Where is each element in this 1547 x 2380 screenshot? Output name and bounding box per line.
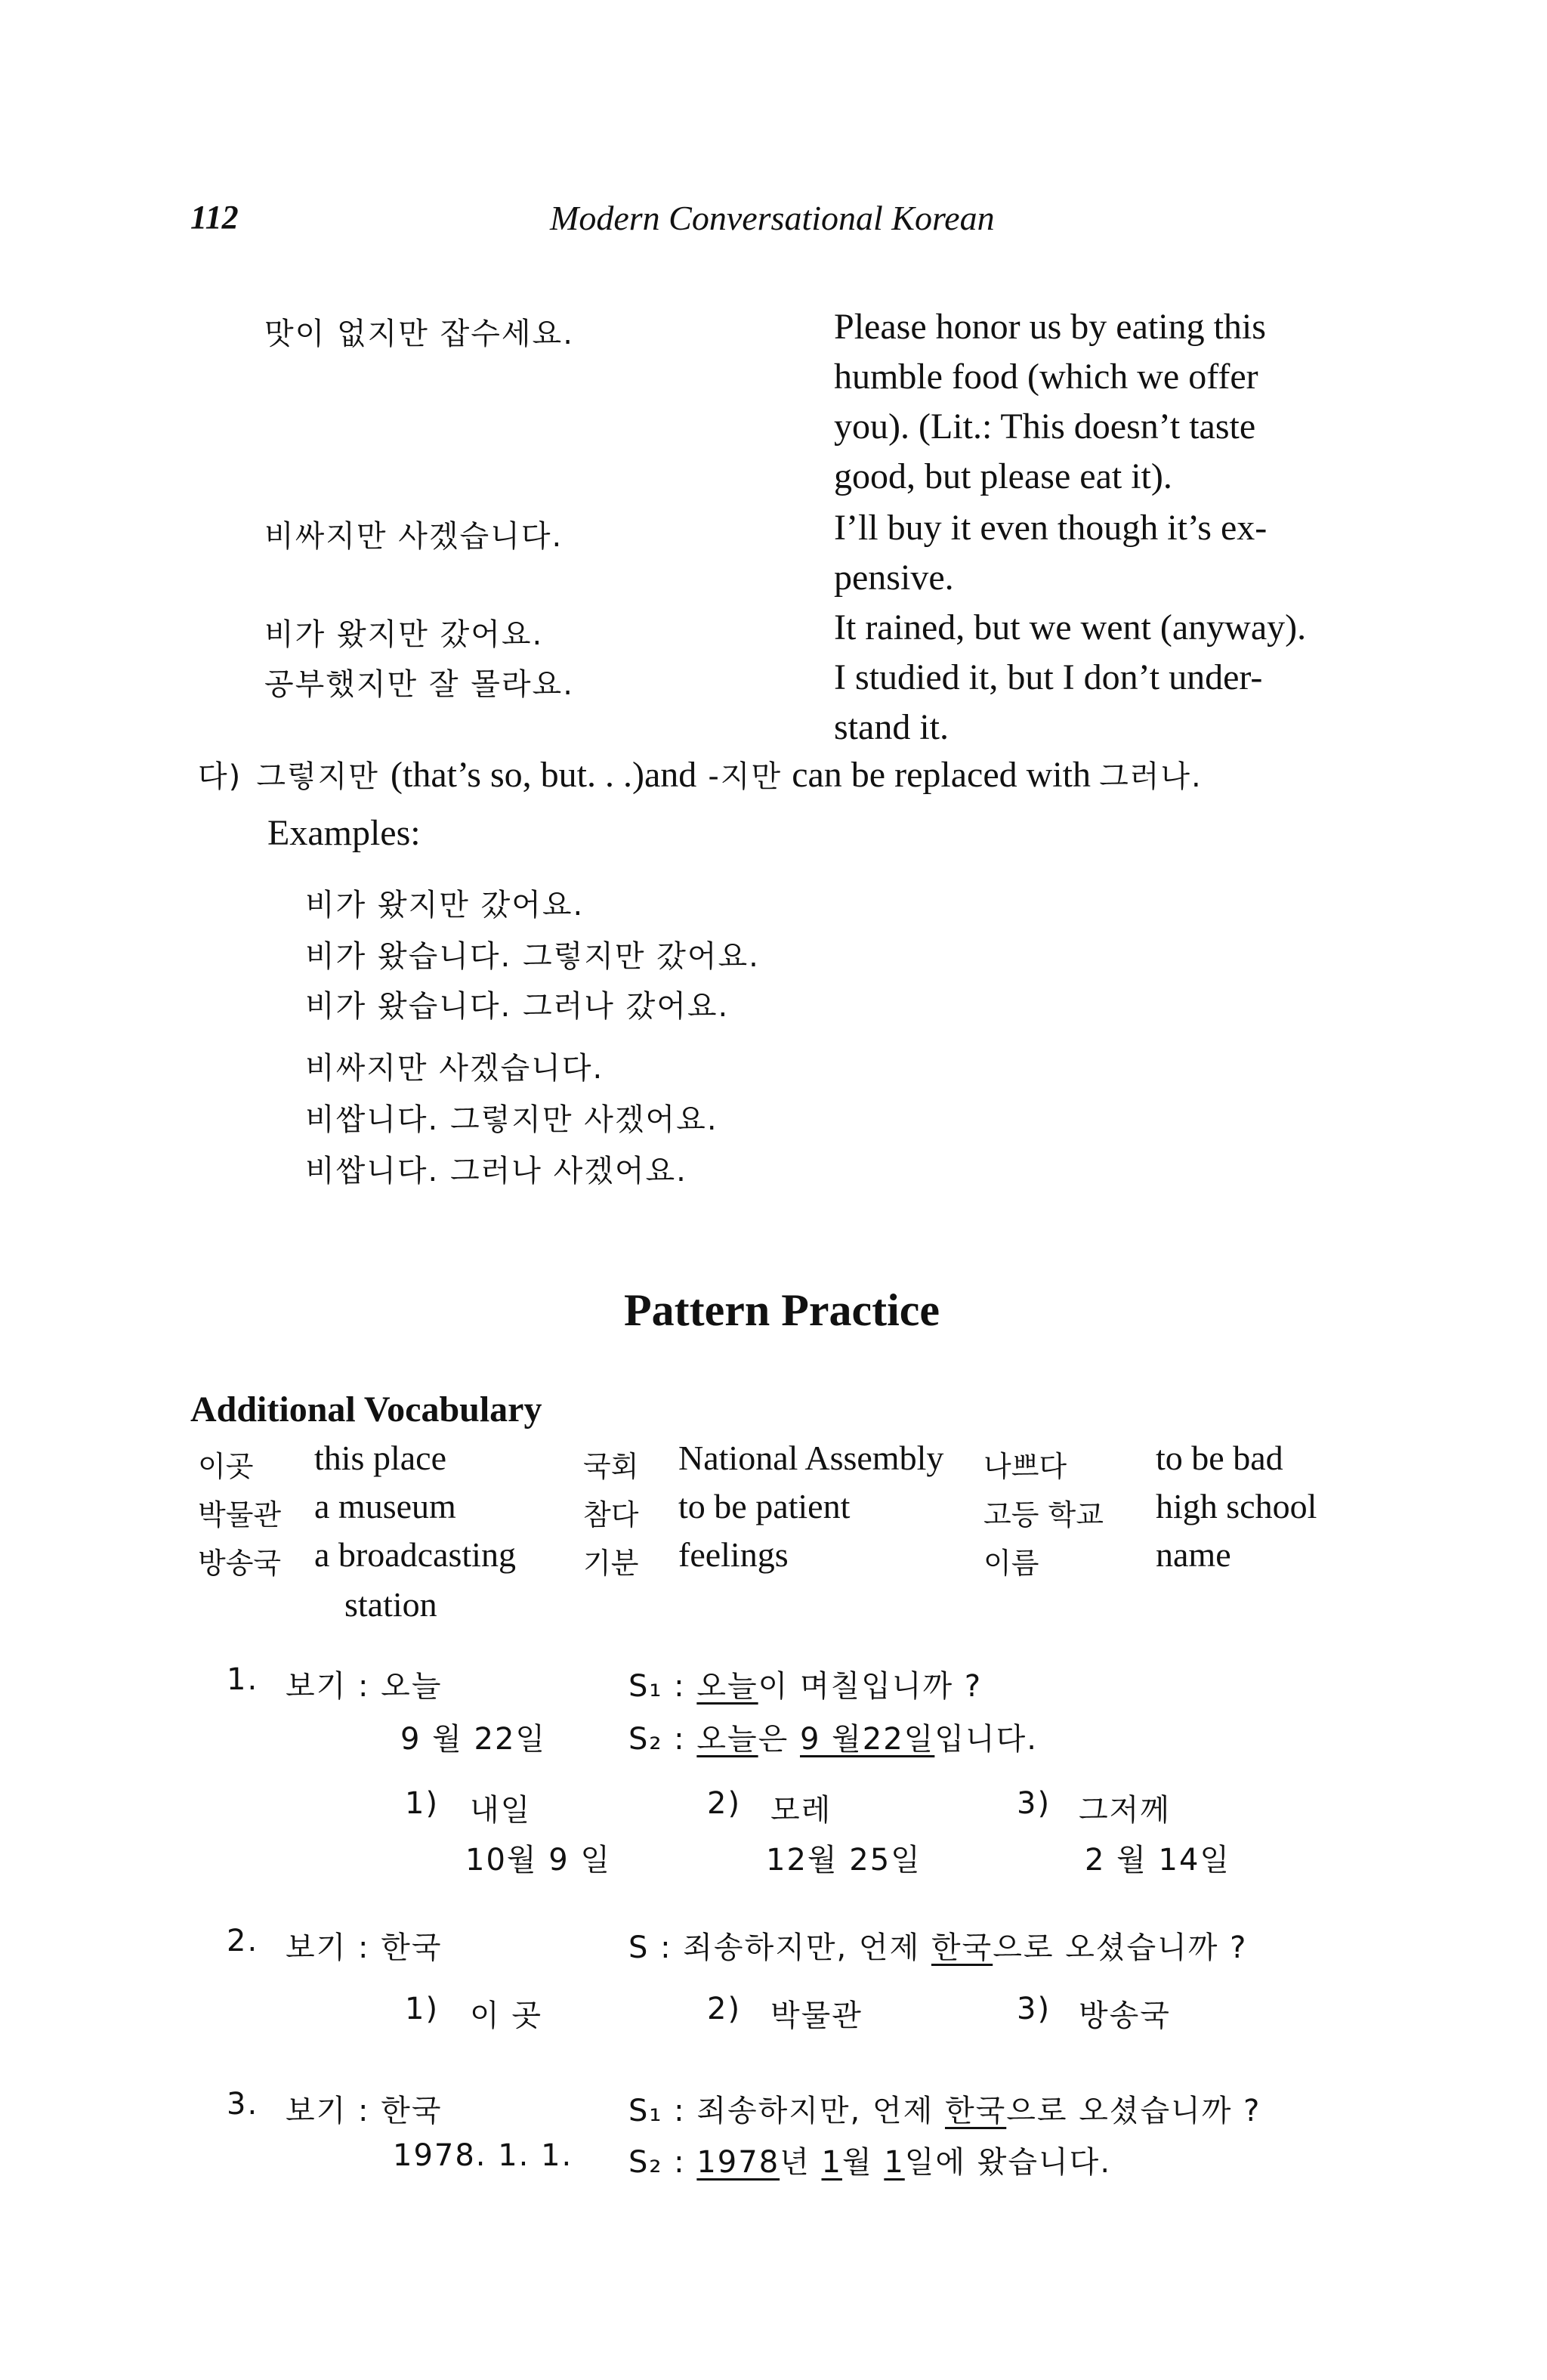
drill-s-underlined: 한국 xyxy=(931,1930,993,1965)
drill-item-date: 10월 9 일 xyxy=(465,1843,612,1878)
vocab-ko: 나쁘다 xyxy=(983,1450,1067,1483)
vocab-en: high school xyxy=(1156,1487,1317,1525)
vocab-en: feelings xyxy=(678,1535,789,1574)
drill-s1-prefix: S₁ : 죄송하지만, 언제 xyxy=(628,2094,945,2128)
example-line: 비싸지만 사겠습니다. xyxy=(305,1051,604,1086)
drill-item-date: 12월 25일 xyxy=(766,1843,922,1878)
sentence-en-line: pensive. xyxy=(834,558,954,598)
sentence-ko: 공부했지만 잘 몰라요. xyxy=(264,667,574,702)
vocab-en: a museum xyxy=(314,1487,456,1525)
drill-item-num: 3) xyxy=(1017,1786,1051,1821)
note-ko-phrase: 그렇지만 xyxy=(256,759,379,794)
drill-number: 1. xyxy=(227,1662,259,1697)
drill-number: 2. xyxy=(227,1924,259,1958)
drill-example-label: 보기 : 한국 xyxy=(286,1930,443,1965)
vocab-en: to be patient xyxy=(678,1487,851,1525)
note-ko-suffix: -지만 xyxy=(708,759,783,794)
examples-label: Examples: xyxy=(267,813,421,853)
drill-s2-underlined: 9 월22일 xyxy=(799,1722,935,1757)
vocab-ko: 박물관 xyxy=(198,1498,282,1532)
drill-s2-prefix: S₂ : xyxy=(628,2145,697,2180)
drill-item-ko: 그저께 xyxy=(1079,1793,1171,1828)
drill-item-num: 2) xyxy=(707,1992,742,2026)
drill-item-num: 1) xyxy=(405,1992,440,2026)
running-head-title: Modern Conversational Korean xyxy=(550,199,995,237)
vocab-en: a broadcasting xyxy=(314,1535,516,1574)
vocab-ko: 이곳 xyxy=(198,1450,254,1483)
note-text-a: (that’s so, but. . .)and xyxy=(391,755,697,795)
drill-s2 xyxy=(628,1715,1038,1758)
drill-s2-rest: 입니다. xyxy=(934,1722,1038,1757)
vocab-en: to be bad xyxy=(1156,1439,1283,1477)
drill-s2-underlined: 1 xyxy=(884,2145,905,2180)
page-number: 112 xyxy=(190,199,239,236)
drill-example-label: 보기 : 오늘 xyxy=(286,1669,443,1704)
sentence-ko: 비싸지만 사겠습니다. xyxy=(264,519,564,554)
drill-s1-underlined: 한국 xyxy=(944,2094,1007,2128)
vocab-ko: 기분 xyxy=(583,1547,639,1580)
drill-item-num: 2) xyxy=(707,1786,742,1821)
sentence-en-line: Please honor us by eating this xyxy=(834,307,1266,347)
vocab-ko: 참다 xyxy=(583,1498,639,1532)
vocab-ko: 이름 xyxy=(983,1547,1039,1580)
drill-s2-b: 월 xyxy=(841,2145,885,2180)
drill-number: 3. xyxy=(227,2087,259,2122)
drill-s1 xyxy=(628,2087,1261,2130)
vocab-en: station xyxy=(344,1585,437,1624)
vocab-ko: 방송국 xyxy=(198,1547,282,1580)
drill-item-date: 2 월 14일 xyxy=(1085,1843,1231,1878)
drill-s2-prefix: S₂ : xyxy=(628,1722,697,1757)
drill-s-prefix: S : 죄송하지만, 언제 xyxy=(628,1930,931,1965)
note-ko-end: 그러나. xyxy=(1099,759,1203,794)
sentence-en-line: you). (Lit.: This doesn’t taste xyxy=(834,406,1256,447)
drill-example-sub: 1978. 1. 1. xyxy=(393,2138,573,2173)
drill-item-ko: 박물관 xyxy=(770,1998,863,2033)
drill-s2-underlined: 1 xyxy=(821,2145,842,2180)
vocab-en: name xyxy=(1156,1535,1231,1574)
example-line: 비쌉니다. 그렇지만 사겠어요. xyxy=(305,1102,718,1137)
drill-item-ko: 내일 xyxy=(470,1793,532,1828)
vocab-heading: Additional Vocabulary xyxy=(190,1389,542,1430)
drill-example-label: 보기 : 한국 xyxy=(286,2094,443,2128)
drill-item-num: 3) xyxy=(1017,1992,1051,2026)
example-line: 비가 왔습니다. 그러나 갔어요. xyxy=(305,989,730,1024)
sentence-en-line: I’ll buy it even though it’s ex- xyxy=(834,508,1268,548)
sentence-en-line: It rained, but we went (anyway). xyxy=(834,607,1307,648)
drill-item-num: 1) xyxy=(405,1786,440,1821)
drill-s2 xyxy=(628,2138,1111,2181)
drill-s2-underlined: 1978 xyxy=(696,2145,780,2180)
drill-s2-c: 일에 왔습니다. xyxy=(904,2145,1112,2180)
example-line: 비가 왔습니다. 그렇지만 갔어요. xyxy=(305,939,760,974)
drill-s1-prefix: S₁ : xyxy=(628,1669,697,1704)
drill-s2-underlined: 오늘 xyxy=(696,1722,758,1757)
drill-s-rest: 으로 오셨습니까 ? xyxy=(993,1930,1248,1965)
note-marker: 다) xyxy=(198,759,242,794)
drill-item-ko: 방송국 xyxy=(1079,1998,1171,2033)
drill-s2-a: 년 xyxy=(780,2145,822,2180)
drill-s1 xyxy=(628,1662,982,1705)
example-line: 비쌉니다. 그러나 사겠어요. xyxy=(305,1154,687,1188)
drill-s2-mid: 은 xyxy=(758,1722,800,1757)
sentence-en-line: humble food (which we offer xyxy=(834,357,1258,397)
drill-item-ko: 이 곳 xyxy=(470,1998,542,2033)
sentence-ko: 맛이 없지만 잡수세요. xyxy=(264,317,574,351)
drill-s1-rest: 이 며칠입니까 ? xyxy=(758,1669,983,1704)
drill-s1-underlined: 오늘 xyxy=(696,1669,758,1704)
drill-item-ko: 모레 xyxy=(770,1793,832,1828)
example-line: 비가 왔지만 갔어요. xyxy=(305,888,585,923)
sentence-ko: 비가 왔지만 갔어요. xyxy=(264,617,544,652)
note-line xyxy=(198,753,1203,796)
sentence-en-line: I studied it, but I don’t under- xyxy=(834,657,1263,697)
note-text-b: can be replaced with xyxy=(792,755,1091,795)
vocab-en: this place xyxy=(314,1439,446,1477)
drill-s xyxy=(628,1924,1247,1967)
vocab-ko: 국회 xyxy=(583,1450,639,1483)
vocab-ko: 고등 학교 xyxy=(983,1498,1104,1532)
sentence-en-line: stand it. xyxy=(834,707,949,747)
vocab-en: National Assembly xyxy=(678,1439,944,1477)
sentence-en-line: good, but please eat it). xyxy=(834,456,1172,496)
drill-example-sub: 9 월 22일 xyxy=(400,1722,547,1757)
section-heading: Pattern Practice xyxy=(624,1285,940,1335)
drill-s1-rest: 으로 오셨습니까 ? xyxy=(1006,2094,1261,2128)
